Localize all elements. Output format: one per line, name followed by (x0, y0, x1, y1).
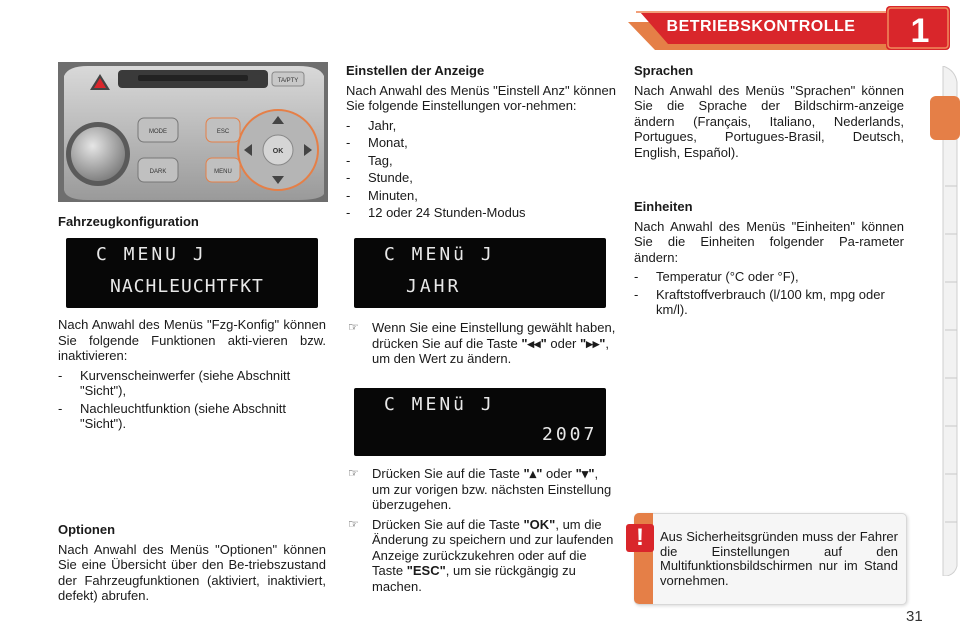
optionen-text: Nach Anwahl des Menüs "Optionen" können Sie eine Übersicht über den Be-triebszustand der Fahrzeugfunktionen (aktiviert, inaktiviert, defekt) abrufen. (58, 541, 326, 603)
lcd-2007 (354, 388, 606, 456)
sprachen-text: Nach Anwahl des Menüs "Sprachen" können Sie die Sprache der Bildschirm-anzeige ändern (Français, Italiano, Nederlands, Portugues, Portugues-Brasil, Deutsch, English, Español). (634, 82, 904, 160)
control-panel-image (58, 62, 328, 202)
list-item: - Kraftstoffverbrauch (l/100 km, mpg oder km/l). (634, 286, 885, 317)
fzg-konfig-intro: Nach Anwahl des Menüs "Fzg-Konfig" können Sie folgende Funktionen akti-vieren bzw. inaktivieren: (58, 317, 326, 363)
hand-pointer-icon: ☞ (348, 516, 359, 531)
heading-einheiten: Einheiten (634, 199, 693, 214)
lcd-line2: JAHR (406, 276, 462, 297)
heading-fahrzeugkonfiguration: Fahrzeugkonfiguration (58, 214, 199, 229)
page-number: 31 (906, 608, 923, 625)
list-item: - Monat, (346, 135, 408, 150)
einstellen-intro: Nach Anwahl des Menüs "Einstell Anz" können Sie folgende Einstellungen vor-nehmen: (346, 82, 616, 113)
lcd-line1: C MENü J (384, 244, 495, 265)
fzg-konfig-list (58, 368, 326, 432)
list-item: - 12 oder 24 Stunden-Modus (346, 205, 526, 220)
ok-button: OK (272, 148, 284, 155)
exclamation-icon: ! (626, 524, 654, 552)
esc-button: ESC (216, 129, 230, 135)
heading-sprachen: Sprachen (634, 63, 694, 78)
lcd-nachleucht (66, 238, 318, 308)
einheiten-text: Nach Anwahl des Menüs "Einheiten" können Sie die Einheiten folgender Pa-rameter ändern: (634, 218, 904, 265)
einheiten-list (634, 269, 904, 318)
lcd-line2: 2007 (542, 424, 598, 445)
list-item: - Temperatur (°C oder °F), (634, 269, 799, 284)
list-item: - Nachleuchtfunktion (siehe Abschnitt "Sicht"). (58, 400, 286, 431)
page-title: BETRIEBSKONTROLLE (666, 18, 856, 35)
mode-button: MODE (149, 129, 167, 135)
menu-button: MENU (214, 169, 232, 175)
list-item: - Kurvenscheinwerfer (siehe Abschnitt "Sicht"), (58, 367, 291, 398)
hand-pointer-icon: ☞ (348, 466, 359, 480)
lcd-line1: C MENU J (96, 244, 207, 265)
ta-pty-button: TA/PTY (277, 78, 299, 84)
hand-pointer-icon: ☞ (348, 320, 359, 334)
list-item: - Tag, (346, 152, 393, 168)
dark-button: DARK (149, 169, 167, 175)
note-wert-aendern: ☞ Wenn Sie eine Einstellung gewählt haben, drücken Sie auf die Taste "◂◂" oder "▸▸", um den Wert zu ändern. (348, 320, 616, 366)
lcd-line1: C MENü J (384, 394, 495, 415)
warning-text: Aus Sicherheitsgründen muss der Fahrer die Einstellungen auf den Multifunktionsbildschirmen nur im Stand vornehmen. (660, 529, 898, 588)
heading-einstellen: Einstellen der Anzeige (346, 63, 485, 78)
note-speichern: ☞ Drücken Sie auf die Taste "OK", um die Änderung zu speichern und zur laufenden Anzeige zurückzukehren oder auf die Taste "ESC", um sie rückgängig zu machen. (348, 516, 614, 594)
heading-optionen: Optionen (58, 522, 116, 537)
einstellen-list (346, 118, 616, 221)
chapter-number: 1 (910, 12, 930, 50)
note-einstellung-wechseln: ☞ Drücken Sie auf die Taste "▴" oder "▾", um zur vorigen bzw. nächsten Einstellung überzugehen. (348, 466, 612, 512)
chapter-tabs (927, 66, 960, 576)
list-item: - Stunde, (346, 170, 413, 185)
list-item: - Minuten, (346, 187, 418, 203)
list-item: - Jahr, (346, 117, 397, 133)
lcd-line2: NACHLEUCHTFKT (110, 276, 264, 297)
lcd-jahr (354, 238, 606, 308)
